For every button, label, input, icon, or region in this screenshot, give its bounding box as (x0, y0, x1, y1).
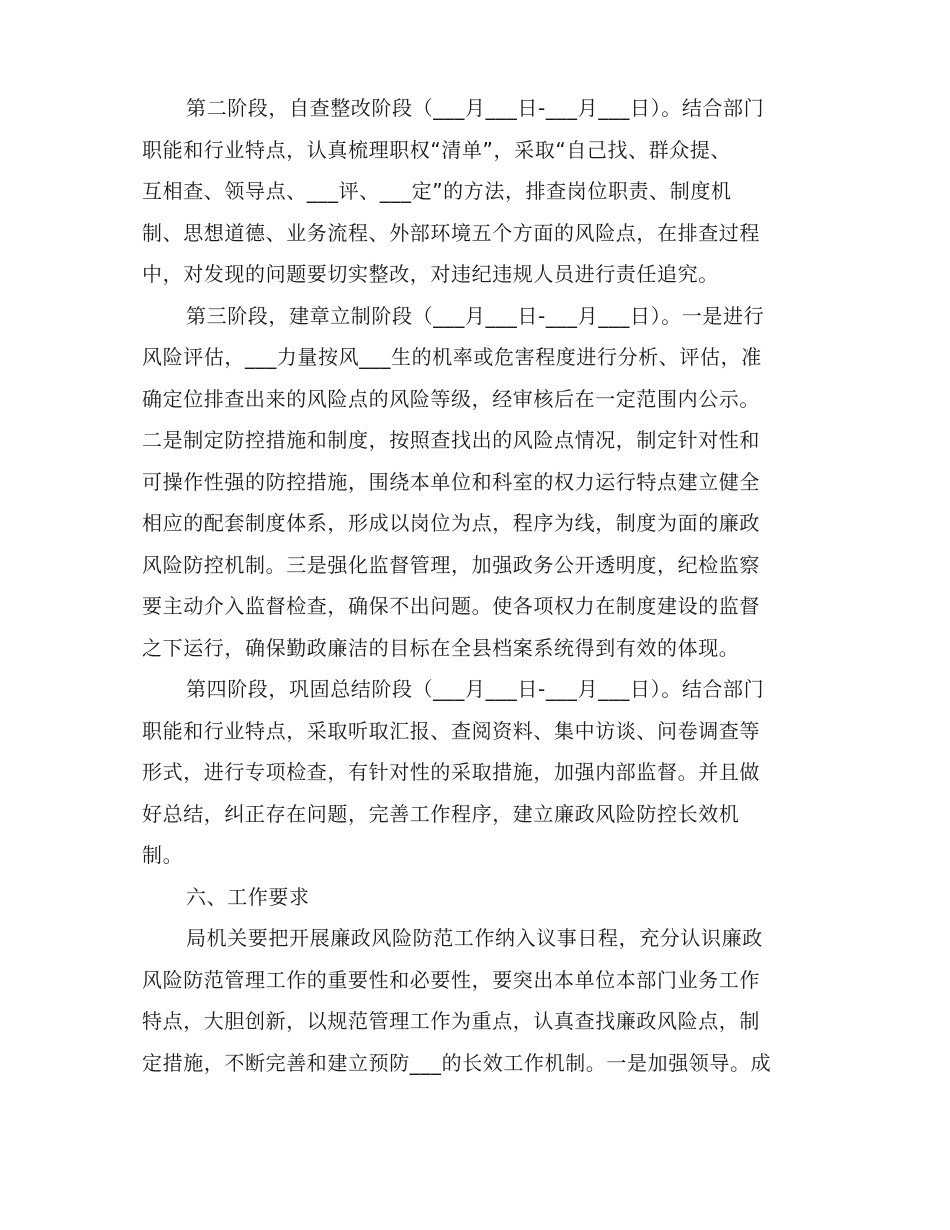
text-line: 可操作性强的防控措施，围绕本单位和科室的权力运行特点建立健全 (142, 469, 760, 494)
text-line: 互相查、领导点、___评、___定”的方法，排查岗位职责、制度机 (142, 179, 732, 203)
text-line: 第二阶段，自查整改阶段（___月___日-___月___日）。结合部门 (186, 96, 765, 120)
document-body (142, 88, 807, 1084)
text-line: 二是制定防控措施和制度，按照查找出的风险点情况，制定针对性和 (142, 428, 760, 452)
text-line: 中，对发现的问题要切实整改，对违纪违规人员进行责任追究。 (142, 262, 719, 286)
text-line: 六、工作要求 (186, 884, 310, 909)
text-line: 特点，大胆创新，以规范管理工作为重点，认真查找廉政风险点，制 (142, 1009, 760, 1033)
text-line: 之下运行，确保勤政廉洁的目标在全县档案系统得到有效的体现。 (142, 635, 740, 660)
text-line: 局机关要把开展廉政风险防范工作纳入议事日程，充分认识廉政 (186, 926, 763, 950)
text-line: 好总结，纠正存在问题，完善工作程序，建立廉政风险防控长效机 (142, 801, 740, 826)
text-line: 定措施，不断完善和建立预防___的长效工作机制。一是加强领导。成 (142, 1050, 772, 1075)
text-line: 第四阶段，巩固总结阶段（___月___日-___月___日）。结合部门 (186, 677, 765, 701)
text-line: 制、思想道德、业务流程、外部环境五个方面的风险点，在排查过程 (142, 220, 760, 245)
text-line: 相应的配套制度体系，形成以岗位为点，程序为线，制度为面的廉政 (142, 511, 760, 535)
text-line: 形式，进行专项检查，有针对性的采取措施，加强内部监督。并且做 (142, 760, 760, 784)
text-line: 要主动介入监督检查，确保不出问题。使各项权力在制度建设的监督 (142, 594, 760, 618)
text-line: 风险防范管理工作的重要性和必要性，要突出本单位本部门业务工作 (142, 967, 760, 992)
text-line: 制。 (142, 843, 184, 867)
text-line: 风险评估，___力量按风___生的机率或危害程度进行分析、评估，准 (142, 345, 762, 369)
text-line: 职能和行业特点，认真梳理职权“清单”，采取“自己找、群众提、 (142, 137, 732, 162)
text-line: 职能和行业特点，采取听取汇报、查阅资料、集中访谈、问卷调查等 (142, 718, 760, 743)
text-line: 确定位排查出来的风险点的风险等级，经审核后在一定范围内公示。 (142, 386, 760, 411)
text-line: 第三阶段，建章立制阶段（___月___日-___月___日）。一是进行 (186, 303, 765, 328)
text-line: 风险防控机制。三是强化监督管理，加强政务公开透明度，纪检监察 (142, 552, 760, 577)
